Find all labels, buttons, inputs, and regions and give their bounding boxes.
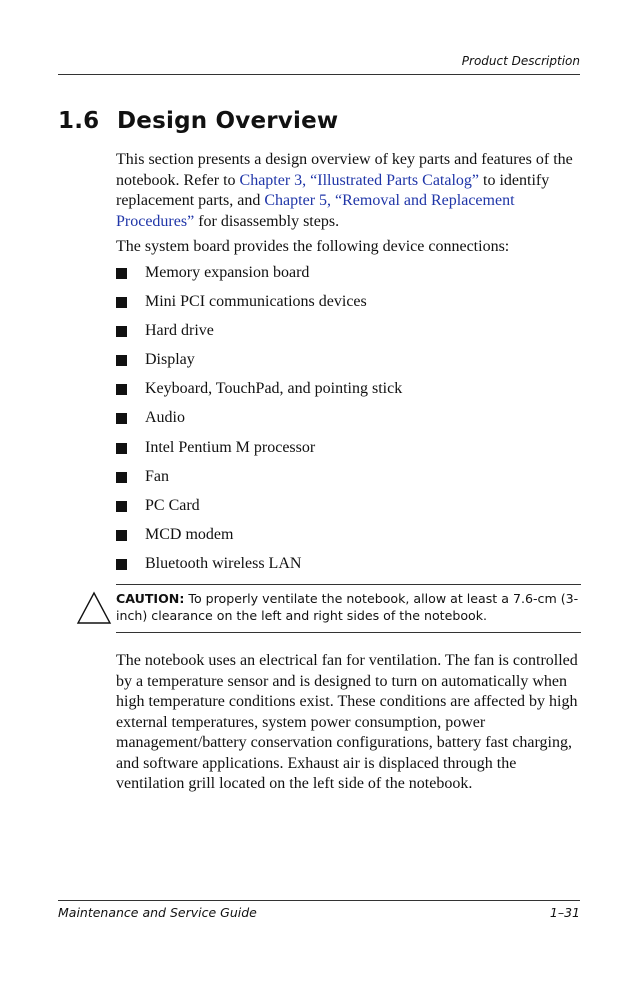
list-item-text: Memory expansion board xyxy=(145,264,310,281)
bullet-square-icon xyxy=(116,443,127,454)
bullet-square-icon xyxy=(116,501,127,512)
connections-lead-in: The system board provides the following device connections: xyxy=(116,238,510,255)
list-item-text: Intel Pentium M processor xyxy=(145,438,316,456)
list-item xyxy=(116,554,576,583)
intro-text-a: This section presents a design overview of key parts and features of the notebook. Refer to xyxy=(116,151,573,189)
chapter-3-link[interactable]: Chapter 3, “Illustrated Parts Catalog” xyxy=(239,171,480,189)
list-item-text: PC Card xyxy=(145,496,200,514)
bullet-square-icon xyxy=(116,472,127,483)
list-item-text: Audio xyxy=(145,409,185,427)
list-item xyxy=(116,496,576,525)
list-item xyxy=(116,525,576,554)
bullet-square-icon xyxy=(116,530,127,541)
header-rule xyxy=(58,74,580,75)
bullet-square-icon xyxy=(116,268,127,279)
warning-triangle-icon xyxy=(76,590,112,626)
bullet-square-icon xyxy=(116,559,127,570)
list-item xyxy=(116,379,576,408)
list-item xyxy=(116,321,576,350)
chapter-5-link[interactable]: Chapter 5, “Removal and Replacement Procedures” xyxy=(116,192,515,230)
caution-top-rule xyxy=(116,584,581,585)
caution-note xyxy=(116,590,581,624)
footer-guide-title: Maintenance and Service Guide xyxy=(58,905,257,920)
section-heading xyxy=(58,108,338,134)
list-item-text: Display xyxy=(145,351,195,369)
section-title: Design Overview xyxy=(117,108,339,134)
intro-text xyxy=(116,150,586,263)
fan-description xyxy=(116,651,586,795)
device-connection-list xyxy=(116,263,576,583)
bullet-square-icon xyxy=(116,384,127,395)
intro-text-b: to identify replacement parts, and xyxy=(116,171,550,209)
fan-paragraph: The notebook uses an electrical fan for ventilation. The fan is controlled by a temperature sensor and is designed to turn on automatically when high temperature conditions exist. These conditions are affected by high external temperatures, system power consumption, power management/battery conservation configurations, battery fast charging, and software applications. Exhaust air is displaced through the ventilation grill located on the left side of the notebook. xyxy=(116,652,578,792)
list-item-text: Mini PCI communications devices xyxy=(145,293,367,311)
footer-rule xyxy=(58,900,580,901)
list-item xyxy=(116,408,576,437)
bullet-square-icon xyxy=(116,297,127,308)
intro-text-c: for disassembly steps. xyxy=(194,212,340,230)
intro-paragraph xyxy=(116,150,586,232)
list-item-text: Keyboard, TouchPad, and pointing stick xyxy=(145,380,403,398)
list-item-text: MCD modem xyxy=(145,525,234,543)
bullet-square-icon xyxy=(116,355,127,366)
list-item xyxy=(116,292,576,321)
caution-bottom-rule xyxy=(116,632,581,633)
list-item xyxy=(116,263,576,292)
bullet-square-icon xyxy=(116,413,127,424)
caution-label: CAUTION: xyxy=(116,591,185,606)
bullet-square-icon xyxy=(116,326,127,337)
running-header: Product Description xyxy=(461,54,580,68)
list-item-text: Fan xyxy=(145,467,169,485)
section-number: 1.6 xyxy=(58,108,100,134)
list-item xyxy=(116,467,576,496)
page-number: 1–31 xyxy=(549,905,580,920)
list-item xyxy=(116,438,576,467)
list-item-text: Hard drive xyxy=(145,322,214,340)
caution-message: To properly ventilate the notebook, allow at least a 7.6-cm (3-inch) clearance on the left and right sides of the notebook. xyxy=(116,591,579,623)
list-item-text: Bluetooth wireless LAN xyxy=(145,554,302,572)
list-item xyxy=(116,350,576,379)
